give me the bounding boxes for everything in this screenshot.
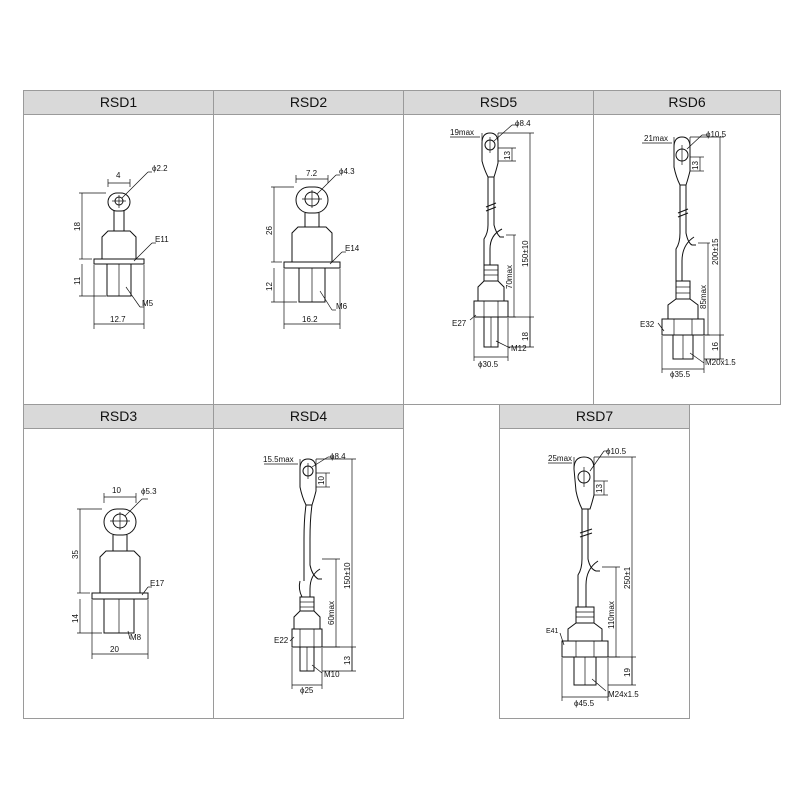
dim-hole-dia: ϕ2.2 — [152, 164, 168, 173]
dim-ring-width: 10 — [112, 486, 121, 495]
panel-rsd5 — [403, 90, 594, 405]
thread-label: M12 — [511, 344, 527, 353]
flange — [92, 593, 148, 599]
dim-body-height: 60max — [327, 600, 336, 625]
thread-label: M8 — [130, 633, 142, 642]
panel-title: RSD6 — [594, 91, 780, 115]
device-body — [102, 231, 136, 259]
case-label: E32 — [640, 320, 655, 329]
dim-lead-length: 200±15 — [711, 238, 720, 265]
dim-body-height: 110max — [607, 601, 616, 629]
panel-rsd1 — [23, 90, 214, 405]
dim-lug-height: 13 — [595, 484, 604, 493]
dim-lug-width: 19max — [450, 128, 475, 137]
device-body — [100, 551, 140, 593]
dim-hole-dia: ϕ8.4 — [515, 119, 531, 128]
dim-ring-width: 7.2 — [306, 169, 318, 178]
dim-lug-width: 25max — [548, 454, 573, 463]
dim-height-bottom: 12 — [265, 282, 274, 291]
thread-label: M6 — [336, 302, 348, 311]
dim-body-height: 70max — [505, 264, 514, 289]
rsd1-drawing — [24, 115, 213, 405]
dim-height-top: 26 — [265, 226, 274, 235]
case-label: E11 — [155, 235, 169, 244]
panel-title: RSD3 — [24, 405, 213, 429]
dim-hole-dia: ϕ8.4 — [330, 452, 346, 461]
case-label: E22 — [274, 636, 289, 645]
dim-lug-height: 13 — [691, 161, 700, 170]
dim-lug-width: 21max — [644, 134, 669, 143]
panel-rsd4 — [213, 404, 404, 719]
hex-base — [474, 301, 508, 317]
rsd6-drawing — [594, 115, 780, 405]
flexible-lead — [578, 545, 582, 607]
dim-base-dia: ϕ25 — [300, 686, 314, 695]
thread-label: M5 — [142, 299, 154, 308]
dim-ring-width: 4 — [116, 171, 121, 180]
dim-stud-length: 13 — [343, 656, 352, 665]
device-body — [292, 227, 332, 262]
rsd5-drawing — [404, 115, 593, 405]
panel-title: RSD4 — [214, 405, 403, 429]
dim-lead-length: 250±1 — [623, 566, 632, 589]
dim-stud-length: 18 — [521, 332, 530, 341]
panel-rsd6 — [593, 90, 781, 405]
rsd4-drawing — [214, 429, 403, 719]
dim-body-height: 85max — [699, 284, 708, 309]
dim-stud-length: 19 — [623, 668, 632, 677]
panel-rsd7 — [499, 404, 690, 719]
dim-base-dia: ϕ45.5 — [574, 699, 595, 708]
dim-base-dia: ϕ30.5 — [478, 360, 499, 369]
dim-base-width: 20 — [110, 645, 119, 654]
dim-height-top: 18 — [73, 222, 82, 231]
dim-height-top: 35 — [71, 550, 80, 559]
panel-title: RSD7 — [500, 405, 689, 429]
dim-hole-dia: ϕ4.3 — [339, 167, 355, 176]
flexible-lead — [484, 215, 488, 265]
dim-lug-width: 15.5max — [263, 455, 294, 464]
dim-lug-height: 10 — [317, 476, 326, 485]
dim-stud-length: 16 — [711, 342, 720, 351]
flexible-lead — [676, 223, 680, 281]
rsd3-drawing — [24, 429, 213, 719]
dim-height-bottom: 11 — [73, 276, 82, 285]
case-label: E14 — [345, 244, 360, 253]
flexible-lead — [304, 505, 306, 581]
dim-height-bottom: 14 — [71, 614, 80, 623]
case-label: E41 — [546, 628, 559, 635]
dim-lead-length: 150±10 — [343, 562, 352, 589]
device-body — [668, 299, 698, 319]
dim-lead-length: 150±10 — [521, 240, 530, 267]
thread-label: M20x1.5 — [705, 358, 736, 367]
dim-base-dia: ϕ35.5 — [670, 370, 691, 379]
panel-rsd3 — [23, 404, 214, 719]
case-label: E27 — [452, 319, 467, 328]
rsd2-drawing — [214, 115, 403, 405]
rsd7-drawing — [500, 429, 689, 719]
dim-hole-dia: ϕ5.3 — [141, 487, 157, 496]
device-body — [294, 611, 320, 629]
hex-base — [662, 319, 704, 335]
device-body — [478, 281, 504, 301]
panel-rsd2 — [213, 90, 404, 405]
dim-hole-dia: ϕ10.5 — [606, 447, 627, 456]
dim-base-width: 12.7 — [110, 315, 126, 324]
dim-hole-dia: ϕ10.5 — [706, 130, 727, 139]
flange — [284, 262, 340, 268]
flange — [94, 259, 144, 264]
dim-base-width: 16.2 — [302, 315, 318, 324]
hex-base — [292, 629, 322, 647]
thread-label: M10 — [324, 670, 340, 679]
thread-label: M24x1.5 — [608, 690, 639, 699]
dim-lug-height: 13 — [503, 151, 512, 160]
hex-base — [562, 641, 608, 657]
panel-title: RSD1 — [24, 91, 213, 115]
case-label: E17 — [150, 579, 165, 588]
panel-title: RSD2 — [214, 91, 403, 115]
device-body — [568, 623, 602, 641]
panel-title: RSD5 — [404, 91, 593, 115]
